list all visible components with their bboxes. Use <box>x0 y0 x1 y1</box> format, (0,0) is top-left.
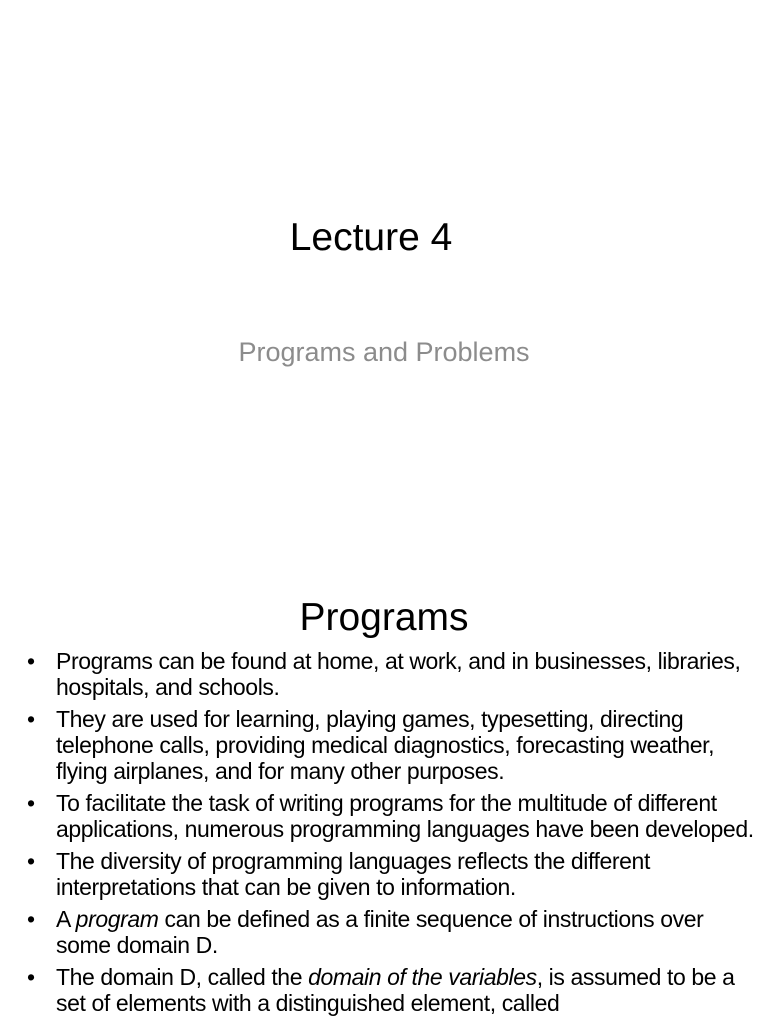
bullet-dot-icon: • <box>27 848 35 874</box>
bullet-dot-icon: • <box>27 648 35 674</box>
bullet-dot-icon: • <box>27 906 35 932</box>
bullet-item <box>0 790 768 842</box>
slide-programs-heading: Programs <box>299 596 469 639</box>
bullet-dot-icon: • <box>27 706 35 732</box>
bullet-dot-icon: • <box>27 964 35 990</box>
bullet-item <box>0 648 768 700</box>
bullet-item <box>0 706 768 784</box>
bullet-text: The diversity of programming languages reflects the different interpretations that can be given to information. <box>56 848 650 900</box>
bullet-text: A program can be defined as a finite sequence of instructions over some domain D. <box>56 906 704 958</box>
slide-programs <box>0 576 768 1024</box>
bullet-text: They are used for learning, playing games, typesetting, directing telephone calls, providing medical diagnostics, forecasting weather, flying airplanes, and for many other purposes. <box>56 706 715 784</box>
slide-subtitle: Programs and Problems <box>238 337 530 367</box>
bullet-text: The domain D, called the domain of the variables, is assumed to be a set of elements with a distinguished element, called <box>56 964 735 1016</box>
bullet-dot-icon: • <box>27 790 35 816</box>
bullet-item <box>0 964 768 1016</box>
bullet-item <box>0 848 768 900</box>
bullet-text: Programs can be found at home, at work, and in businesses, libraries, hospitals, and schools. <box>56 648 741 700</box>
slide-title-heading: Lecture 4 <box>289 216 453 259</box>
bullet-item <box>0 906 768 958</box>
bullet-list <box>0 648 768 1022</box>
bullet-text: To facilitate the task of writing programs for the multitude of different applications, numerous programming languages have been developed. <box>56 790 754 842</box>
